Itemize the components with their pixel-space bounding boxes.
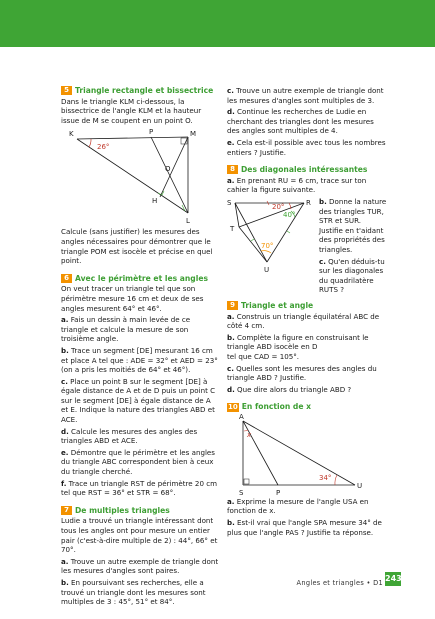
exercise-6-b: b. Trace un segment [DE] mesurant 16 cm et place A tel que : ADE = 32° et AED = 23° (on a pris les moitiés de 64° et 46°).: [61, 345, 218, 375]
exercise-7-b: b. En poursuivant ses recherches, elle a trouvé un triangle dont les mesures sont multiples de 3 : 45°, 51° et 84°.: [61, 577, 206, 607]
point-label-k: K: [69, 130, 74, 139]
point-label-a: A: [239, 412, 244, 421]
figure-triangle-klm: [61, 127, 219, 227]
exercise-10-b: b. Est-il vrai que l'angle SPA mesure 34° de plus que l'angle PAS ? Justifie ta réponse.: [227, 518, 382, 537]
exercise-8-c: c. Qu'en déduis-tu sur les diagonales du quadrilatère RUTS ?: [319, 256, 385, 295]
exercise-9-b2: tel que CAD = 105°.: [227, 351, 300, 361]
exercise-number: 9: [227, 301, 238, 310]
angle-label-70: 70°: [261, 241, 274, 250]
exercise-6-e: e. Démontre que le périmètre et les angles du triangle ABC correspondent bien à ceux du triangle cherché.: [61, 447, 215, 477]
exercise-8-title: 8 Des diagonales intéressantes: [227, 165, 387, 175]
exercise-9-b: b. Complète la figure en construisant le triangle ABD isocèle en D: [227, 332, 369, 352]
exercise-6-title: 6 Avec le périmètre et les angles: [61, 274, 219, 284]
exercise-7-a: a. Trouve un autre exemple de triangle dont les mesures d'angles sont paires.: [61, 556, 219, 576]
point-label-p: P: [149, 128, 154, 137]
point-label-l: L: [186, 217, 190, 226]
point-label-p: P: [276, 488, 281, 497]
exercise-7-d: d. Continue les recherches de Ludie en cherchant des triangles dont les mesures des angles sont multiples de 4.: [227, 107, 374, 136]
page-number: 243: [385, 572, 401, 586]
point-label-r: R: [306, 198, 311, 207]
exercise-8-questions: [319, 197, 387, 297]
exercise-9-title: 9 Triangle et angle: [227, 301, 387, 311]
angle-label-34: 34°: [319, 473, 332, 482]
figure-triangle-asu: [227, 413, 387, 497]
left-column: [61, 86, 219, 609]
point-label-o: O: [165, 165, 171, 174]
exercise-5-question: Calcule (sans justifier) les mesures des angles nécessaires pour démontrer que le triangle POM est isocèle et précise en quel point.: [61, 227, 213, 266]
exercise-8-b: b. Donne la nature des triangles TUR, STR et SUR. Justifie en t'aidant des propriétés des triangles.: [319, 196, 387, 254]
right-column: [227, 86, 387, 539]
exercise-7-title: 7 De multiples triangles: [61, 506, 219, 516]
exercise-number: 8: [227, 165, 238, 174]
point-label-t: T: [230, 224, 235, 233]
angle-label-40: 40°: [283, 210, 296, 219]
exercise-number: 5: [61, 86, 72, 95]
exercise-5-text: Dans le triangle KLM ci-dessous, la bissectrice de l'angle KLM et la hauteur issue de M se coupent en un point O.: [61, 96, 202, 125]
angle-label-x: x: [247, 430, 252, 439]
angle-label-20: 20°: [272, 202, 285, 211]
exercise-6-f: f. Trace un triangle RST de périmètre 20 cm tel que RST = 36° et STR = 68°.: [61, 478, 218, 498]
exercise-7-intro: Ludie a trouvé un triangle intéressant dont tous les angles ont pour mesure un entier pair (c'est-à-dire multiple de 2) : 44°, 66° et 70°.: [61, 516, 218, 555]
point-label-h: H: [152, 197, 158, 206]
top-banner: [0, 0, 435, 47]
point-label-s: S: [239, 488, 244, 497]
point-label-s: S: [227, 198, 232, 207]
exercise-number: 6: [61, 274, 72, 283]
exercise-8-a: a. En prenant RU = 6 cm, trace sur ton cahier la figure suivante.: [227, 175, 367, 195]
exercise-9-a: a. Construis un triangle équilatéral ABC de côté 4 cm.: [227, 311, 380, 331]
exercise-7-e: e. Cela est-il possible avec tous les nombres entiers ? Justifie.: [227, 137, 386, 157]
exercise-10-title: 10 En fonction de x: [228, 402, 312, 412]
exercise-number: 10: [228, 402, 238, 411]
exercise-10-a: a. Exprime la mesure de l'angle USA en fonction de x.: [227, 496, 369, 516]
point-label-m: M: [190, 130, 197, 139]
exercise-9-d: d. Que dire alors du triangle ABD ?: [227, 384, 352, 394]
exercise-6-c: c. Place un point B sur le segment [DE] à égale distance de A et de D puis un point C sur le segment [DE] à égale distance de A et E. Indique la nature des triangles ABD et ACE.: [61, 376, 216, 425]
exercise-5-title: 5 Triangle rectangle et bissectrice: [61, 86, 219, 96]
exercise-6-intro: On veut tracer un triangle tel que son périmètre mesure 16 cm et deux de ses angles mesurent 64° et 46°.: [61, 284, 204, 313]
exercise-7-c: c. Trouve un autre exemple de triangle dont les mesures d'angles sont multiples de 3.: [227, 86, 384, 105]
chapter-footer: Angles et triangles • D1: [296, 579, 383, 587]
point-label-u: U: [357, 481, 363, 490]
figure-quadrilateral-ruts: [227, 197, 317, 281]
angle-label-26: 26°: [97, 143, 110, 152]
exercise-number: 7: [61, 506, 72, 515]
point-label-u: U: [264, 265, 270, 274]
exercise-6-d: d. Calcule les mesures des angles des triangles ABD et ACE.: [61, 426, 198, 446]
exercise-8-body: [227, 196, 387, 295]
exercise-9-c: c. Quelles sont les mesures des angles du triangle ABD ? Justifie.: [227, 363, 377, 383]
exercise-6-a: a. Fais un dessin à main levée de ce triangle et calcule la mesure de son troisième angle.: [61, 315, 191, 344]
